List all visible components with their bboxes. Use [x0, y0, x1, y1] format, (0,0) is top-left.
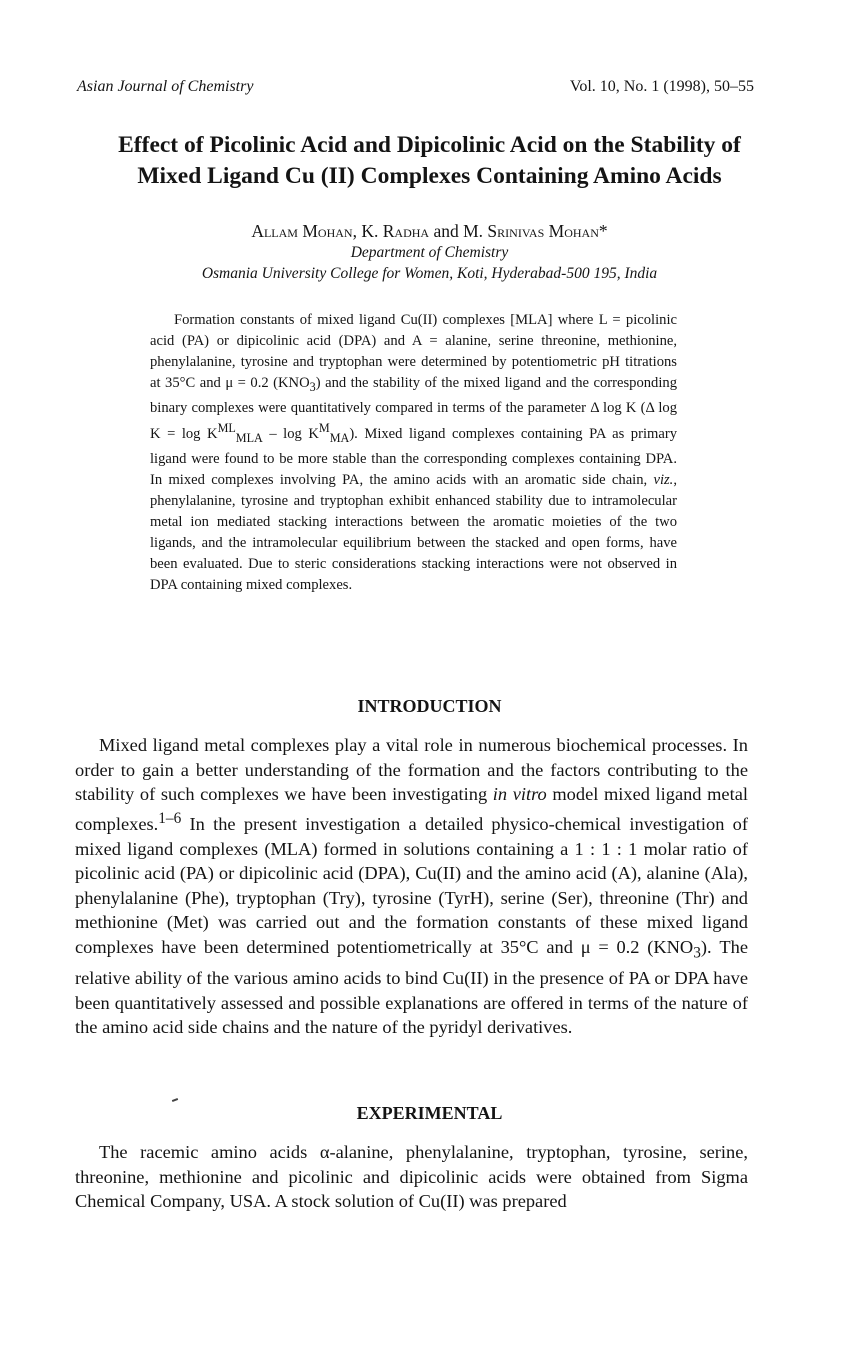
intro-text-1: Mixed ligand metal complexes play a vital role in numerous biochemical processes. In order to gain a better understanding of the formation and the factors contributing to the stability of such complexes we have been investigating	[75, 735, 748, 805]
author-3-first: Srinivas	[487, 221, 545, 241]
intro-reference: 1–6	[158, 809, 182, 827]
intro-sub-3: 3	[693, 944, 701, 962]
abstract-sup-m: M	[318, 421, 330, 436]
intro-text-4: ). The relative ability of the various amino acids to bind Cu(II) in the presence of PA or DPA have been quantitatively assessed and possible explanations are offered in terms of the nature of the amino acid side chains and the nature of the pyridyl derivatives.	[75, 936, 748, 1038]
running-head	[77, 78, 754, 96]
author-1-last: Mohan	[302, 221, 353, 241]
author-2-last: Radha	[382, 221, 430, 241]
abstract-sup-ml: ML	[217, 421, 236, 436]
introduction-paragraph	[75, 733, 748, 1040]
abstract-text-2: ) and the stability of the mixed ligand and the corresponding binary complexes were quantitatively compared in terms of the parameter Δ log K (Δ log K = log K	[150, 374, 677, 443]
abstract-text-3: ). Mixed ligand complexes containing PA as primary ligand were found to be more stable than the corresponding complexes containing DPA. In mixed complexes involving PA, the amino acids with an aromatic side chain,	[150, 426, 677, 489]
experimental-paragraph: The racemic amino acids α-alanine, phenylalanine, tryptophan, tyrosine, serine, threonine, methionine and picolinic and dipicolinic acids were obtained from Sigma Chemical Company, USA. A stock solution of Cu(II) was prepared	[75, 1142, 748, 1212]
author-3-last: Mohan*	[548, 221, 608, 241]
title-line-1: Effect of Picolinic Acid and Dipicolinic Acid on the Stability of	[118, 132, 741, 158]
intro-text-3: In the present investigation a detailed physico-chemical investigation of mixed ligand complexes (MLA) formed in solutions containing a 1 : 1 : 1 molar ratio of picolinic acid (PA) or dipicolinic acid (DPA), Cu(II) and the amino acid (A), alanine (Ala), phenylalanine (Phe), tryptophan (Try), tyrosine (TyrH), serine (Ser), threonine (Thr) and methionine (Met) was carried out and the formation constants of these mixed ligand complexes have been determined potentiometrically at 35°C and μ = 0.2 (KNO	[75, 813, 748, 957]
author-3-initial: M.	[463, 221, 484, 241]
intro-text-2: model mixed ligand metal complexes.	[75, 784, 748, 834]
volume-citation: Vol. 10, No. 1 (1998), 50–55	[569, 78, 754, 95]
abstract-sub-ma: MA	[329, 431, 350, 446]
stray-mark	[172, 1098, 178, 1102]
title-line-2: Mixed Ligand Cu (II) Complexes Containing Amino Acids	[137, 163, 722, 189]
author-1-first: Allam	[251, 221, 298, 241]
author-list: Allam Mohan, K. Radha and M. Srinivas Mohan*	[251, 221, 608, 241]
abstract	[150, 310, 677, 595]
abstract-minus-log: – log K	[262, 426, 319, 443]
intro-in-vitro: in vitro	[492, 784, 547, 805]
article-title	[60, 130, 799, 192]
abstract-sub-3: 3	[309, 379, 316, 394]
author-2-initial: K.	[361, 221, 379, 241]
institution: Osmania University College for Women, Koti, Hyderabad-500 195, India	[201, 265, 658, 282]
department: Department of Chemistry	[350, 244, 509, 261]
experimental-heading: EXPERIMENTAL	[356, 1103, 503, 1123]
introduction-heading: INTRODUCTION	[357, 696, 502, 716]
abstract-text-1: Formation constants of mixed ligand Cu(II) complexes [MLA] where L = picolinic acid (PA) or dipicolinic acid (DPA) and A = alanine, serine threonine, methionine, phenylalanine, tyrosine and tryptophan were determined by potentiometric pH titrations at 35°C and μ = 0.2 (KNO	[150, 312, 677, 391]
abstract-sub-mla: MLA	[235, 431, 263, 446]
abstract-text-4: , phenylalanine, tyrosine and tryptophan exhibit enhanced stability due to intramolecular metal ion mediated stacking interactions between the aromatic moieties of the two ligands, and the intramolecular equilibrium between the stacked and open forms, have been evaluated. Due to steric considerations stacking interactions were not observed in DPA containing mixed complexes.	[150, 472, 677, 593]
abstract-viz: viz.	[653, 472, 674, 489]
author-conjunction: and	[433, 221, 459, 241]
journal-name: Asian Journal of Chemistry	[77, 78, 254, 95]
